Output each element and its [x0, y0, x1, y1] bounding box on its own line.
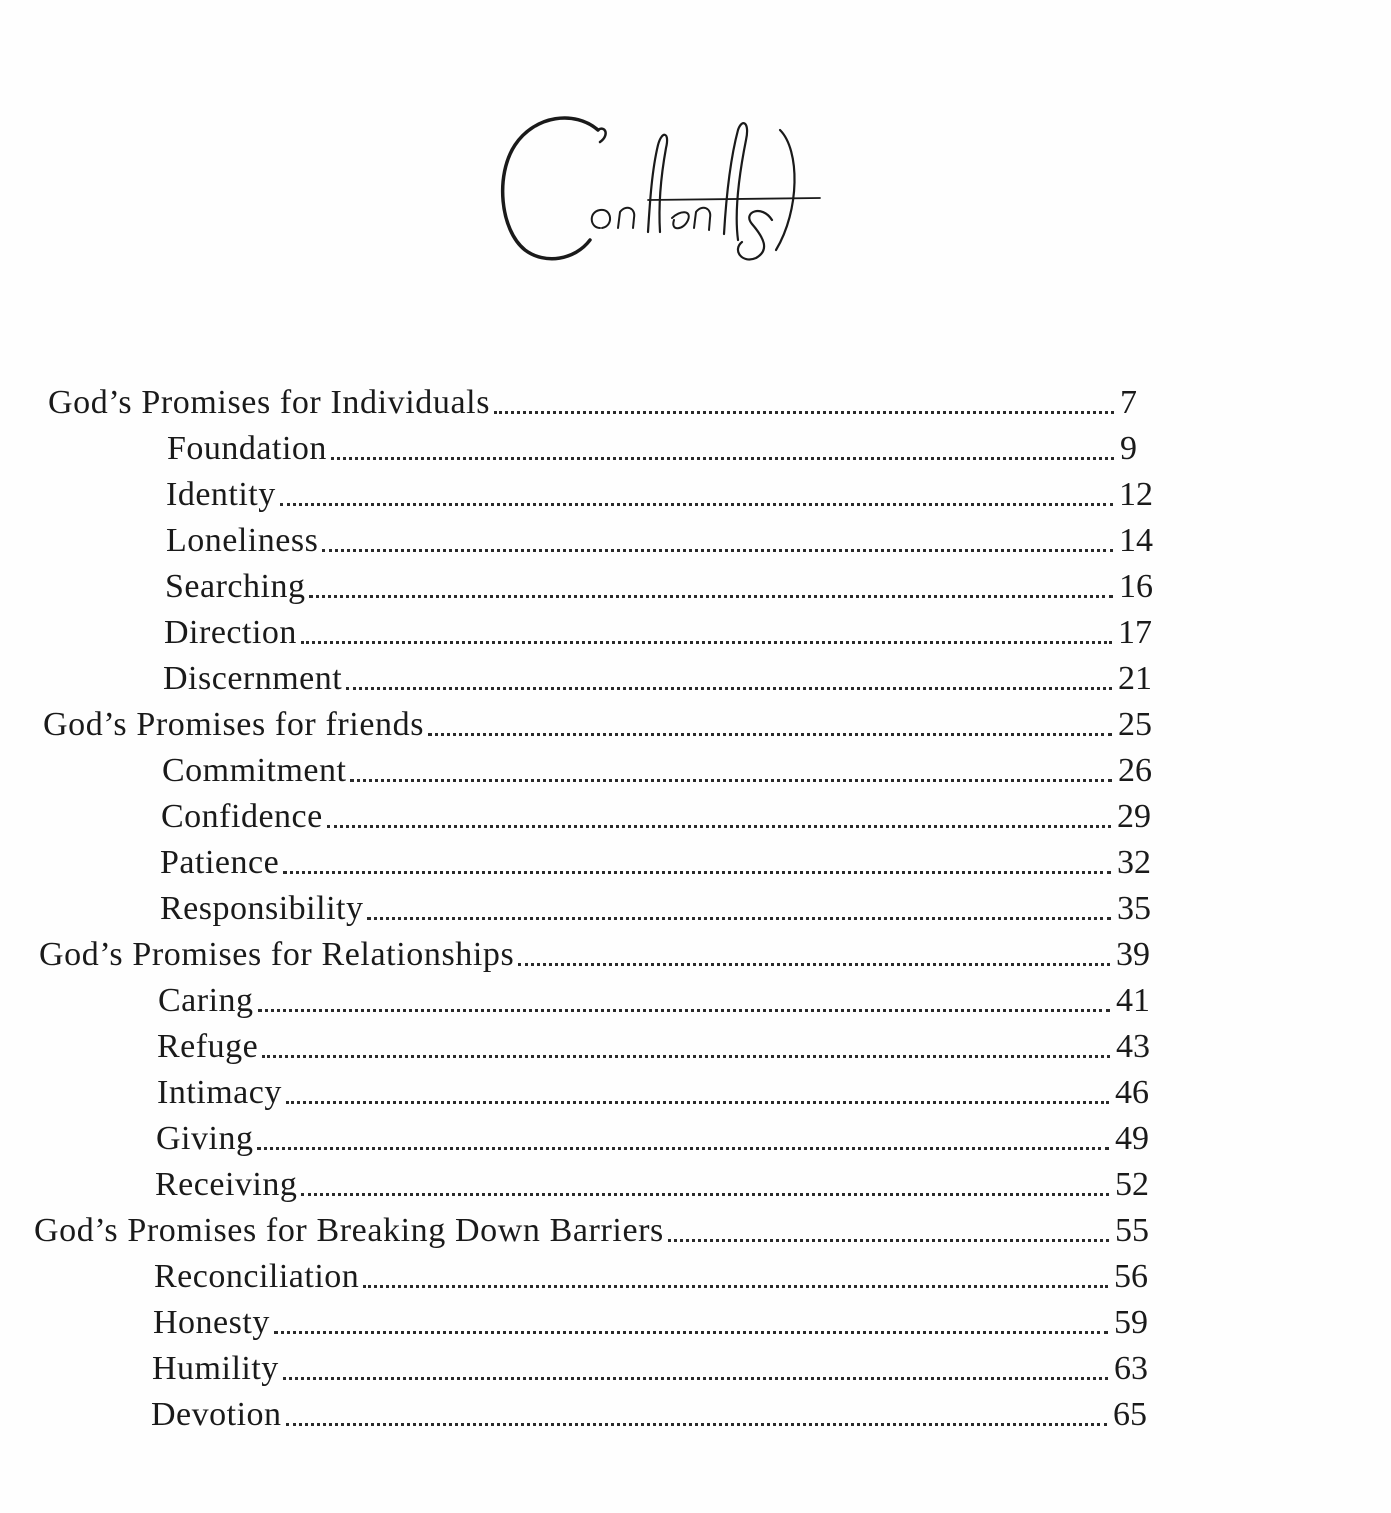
toc-item-row	[166, 472, 1159, 518]
dot-leader	[309, 595, 1113, 598]
page-number: 41	[1116, 982, 1150, 1019]
toc-section-title: God’s Promises for Breaking Down Barriers	[34, 1212, 664, 1249]
toc-item-label: Identity	[166, 476, 276, 513]
dot-leader	[363, 1285, 1108, 1288]
toc-item-row	[163, 656, 1158, 702]
toc-item-label: Searching	[165, 568, 306, 605]
toc-item-row	[154, 1254, 1154, 1300]
dot-leader	[262, 1055, 1110, 1058]
dot-leader	[367, 917, 1111, 920]
dot-leader	[283, 1377, 1108, 1380]
toc-section-row	[34, 1208, 1155, 1254]
toc-item-row	[161, 794, 1157, 840]
toc-item-row	[156, 1116, 1155, 1162]
toc-item-row	[162, 748, 1158, 794]
toc-item-row	[151, 1392, 1153, 1438]
dot-leader	[257, 1147, 1109, 1150]
toc-item-label: Intimacy	[157, 1074, 282, 1111]
dot-leader	[322, 549, 1113, 552]
dot-leader	[301, 1193, 1109, 1196]
dot-leader	[428, 733, 1112, 736]
toc-item-row	[153, 1300, 1154, 1346]
page-number: 35	[1117, 890, 1151, 927]
toc-section-title: God’s Promises for Individuals	[48, 384, 491, 421]
dot-leader	[350, 779, 1112, 782]
page-number: 12	[1119, 476, 1153, 513]
page-number: 59	[1114, 1304, 1148, 1341]
toc-item-row	[158, 978, 1156, 1024]
dot-leader	[346, 687, 1112, 690]
toc-item-row	[166, 518, 1159, 564]
toc-item-label: Honesty	[153, 1304, 270, 1341]
page-number: 9	[1120, 430, 1137, 467]
toc-section-title: God’s Promises for friends	[43, 706, 425, 743]
page-number: 39	[1116, 936, 1150, 973]
toc-item-label: Commitment	[162, 752, 347, 789]
page-number: 7	[1120, 384, 1137, 421]
toc-item-row	[164, 610, 1158, 656]
dot-leader	[301, 641, 1112, 644]
toc-item-label: Confidence	[161, 798, 323, 835]
dot-leader	[331, 457, 1114, 460]
dot-leader	[280, 503, 1113, 506]
dot-leader	[274, 1331, 1108, 1334]
dot-leader	[494, 411, 1114, 414]
toc-item-label: Direction	[164, 614, 297, 651]
page-number: 43	[1116, 1028, 1150, 1065]
dot-leader	[286, 1101, 1109, 1104]
toc-item-label: Receiving	[155, 1166, 298, 1203]
toc-item-label: Giving	[156, 1120, 254, 1157]
toc-item-row	[157, 1024, 1156, 1070]
toc-item-label: Responsibility	[160, 890, 364, 927]
page-number: 26	[1118, 752, 1152, 789]
toc-item-row	[160, 840, 1157, 886]
page-number: 21	[1118, 660, 1152, 697]
page-number: 29	[1117, 798, 1151, 835]
toc-item-label: Loneliness	[166, 522, 319, 559]
dot-leader	[518, 963, 1110, 966]
page-number: 46	[1115, 1074, 1149, 1111]
toc-section-row	[39, 932, 1156, 978]
toc-item-row	[157, 1070, 1155, 1116]
page-number: 17	[1118, 614, 1152, 651]
toc-item-label: Devotion	[151, 1396, 282, 1433]
page-number: 14	[1119, 522, 1153, 559]
dot-leader	[327, 825, 1111, 828]
toc-item-label: Caring	[158, 982, 254, 1019]
contents-heading	[480, 100, 840, 280]
toc-section-row	[48, 380, 1160, 426]
toc-item-label: Humility	[152, 1350, 279, 1387]
page-number: 16	[1119, 568, 1153, 605]
dot-leader	[668, 1239, 1109, 1242]
toc-section-row	[43, 702, 1158, 748]
toc-section-title: God’s Promises for Relationships	[39, 936, 515, 973]
page-number: 65	[1113, 1396, 1147, 1433]
page-number: 55	[1115, 1212, 1149, 1249]
toc-item-label: Refuge	[157, 1028, 259, 1065]
toc-item-row	[160, 886, 1157, 932]
toc-item-label: Patience	[160, 844, 280, 881]
dot-leader	[286, 1423, 1107, 1426]
dot-leader	[283, 871, 1111, 874]
page-number: 63	[1114, 1350, 1148, 1387]
page-number: 56	[1114, 1258, 1148, 1295]
page-number: 25	[1118, 706, 1152, 743]
toc-item-label: Discernment	[163, 660, 343, 697]
toc-item-row	[167, 426, 1160, 472]
page-number: 49	[1115, 1120, 1149, 1157]
page-number: 32	[1117, 844, 1151, 881]
dot-leader	[258, 1009, 1110, 1012]
toc-item-label: Foundation	[167, 430, 327, 467]
toc-item-row	[155, 1162, 1155, 1208]
toc-item-row	[165, 564, 1159, 610]
contents-calligraphy	[480, 100, 840, 280]
page-number: 52	[1115, 1166, 1149, 1203]
toc-item-label: Reconciliation	[154, 1258, 360, 1295]
toc-item-row	[152, 1346, 1154, 1392]
